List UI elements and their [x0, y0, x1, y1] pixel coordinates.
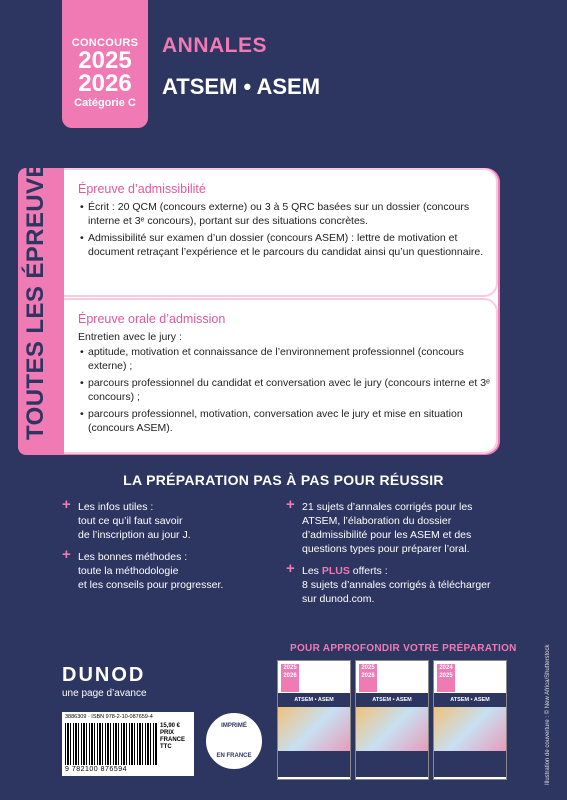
barcode-bars	[65, 723, 157, 765]
list-item	[62, 546, 282, 592]
admission-section	[78, 312, 498, 438]
admissibilite-item: • Écrit : 20 QCM (concours externe) ou 3 à 5 QRC basées sur un dossier (concours interne et 3ᵉ concours), portant sur des situations concrètes.	[88, 200, 498, 228]
left-column	[62, 496, 282, 600]
plus-post: offerts :	[349, 565, 388, 577]
more-label: POUR APPROFONDIR VOTRE PRÉPARATION	[290, 643, 517, 654]
plus-word: PLUS	[321, 565, 350, 577]
plus-icon: +	[62, 546, 71, 563]
plus-icon: +	[286, 560, 295, 577]
barcode	[62, 712, 194, 776]
book-years: 2025 2026	[359, 664, 377, 692]
plus-icon: +	[286, 496, 295, 513]
item-line: tout ce qu’il faut savoir	[78, 515, 183, 527]
book-image	[278, 707, 350, 751]
title-atsem: ATSEM • ASEM	[162, 74, 321, 99]
item-line: Les infos utiles :	[78, 501, 154, 513]
plus-pre: Les	[302, 565, 322, 577]
item-line: d’admissibilité pour les ASEM et des	[302, 529, 472, 541]
item-line: sur dunod.com.	[302, 593, 375, 605]
item-line: 21 sujets d’annales corrigés pour les	[302, 501, 473, 513]
prep-heading: LA PRÉPARATION PAS À PAS POUR RÉUSSIR	[123, 472, 444, 488]
item-line: de l’inscription au jour J.	[78, 529, 191, 541]
categorie-label: Catégorie C	[74, 97, 136, 109]
publisher-logo: DUNOD	[62, 664, 146, 686]
admission-heading: Épreuve orale d’admission	[78, 312, 226, 326]
isbn-text: 3886309 · ISBN 978-2-10-087659-4	[65, 714, 153, 720]
book-title: ATSEM • ASEM	[278, 693, 350, 707]
admissibilite-section	[78, 182, 498, 262]
item-line: ATSEM, l’élaboration du dossier	[302, 515, 452, 527]
item-line: questions types pour préparer l’oral.	[302, 543, 470, 555]
credit-text: Illustration de couverture : © New Africa/Shutterstock	[545, 644, 551, 785]
barcode-digits: 9 782100 876594	[65, 766, 127, 773]
book-image	[356, 707, 428, 751]
book-cover	[277, 660, 351, 780]
item-line: toute la méthodologie	[78, 565, 179, 577]
book-cover	[433, 660, 507, 780]
list-item	[286, 496, 516, 556]
book-title: ATSEM • ASEM	[356, 693, 428, 707]
book-cover	[355, 660, 429, 780]
price-note: PRIX FRANCE TTC	[160, 730, 185, 750]
admissibilite-item: • Admissibilité sur examen d’un dossier (concours ASEM) : lettre de motivation et document retraçant l’expérience et le parcours du candidat ainsi qu’un questionnaire.	[88, 231, 498, 259]
imprime-line2: EN FRANCE	[216, 753, 252, 759]
imprime-line1: IMPRIMÉ	[221, 723, 247, 729]
book-years: 2024 2025	[437, 664, 455, 692]
price: 15,90 €	[160, 723, 181, 729]
concours-label: CONCOURS	[71, 37, 139, 49]
year-1: 2025	[78, 47, 132, 74]
price-block	[160, 723, 192, 751]
item-line: Les bonnes méthodes :	[78, 551, 188, 563]
admissibilite-heading: Épreuve d’admissibilité	[78, 182, 206, 196]
list-item	[286, 560, 516, 606]
book-title: ATSEM • ASEM	[434, 693, 506, 707]
item-line: 8 sujets d’annales corrigés à télécharger	[302, 579, 491, 591]
admission-item: • parcours professionnel du candidat et conversation avec le jury (concours interne et 3ᵉ concours) ;	[88, 376, 498, 404]
item-line: et les conseils pour progresser.	[78, 579, 224, 591]
admission-item: • parcours professionnel, motivation, conversation avec le jury et mise en situation (concours ASEM).	[88, 407, 498, 435]
book-image	[434, 707, 506, 751]
book-years: 2025 2026	[281, 664, 299, 692]
title-annales: ANNALES	[162, 34, 268, 57]
publisher-tagline: une page d’avance	[62, 688, 147, 699]
admission-item: • aptitude, motivation et connaissance de l’environnement professionnel (concours externe) ;	[88, 345, 498, 373]
list-item	[62, 496, 282, 542]
item-line	[302, 564, 516, 578]
admission-intro: Entretien avec le jury :	[78, 331, 182, 343]
year-2: 2026	[78, 70, 132, 97]
imprime-badge	[203, 710, 265, 772]
side-label: TOUTES LES ÉPREUVES	[22, 144, 49, 440]
right-column	[286, 496, 516, 614]
plus-icon: +	[62, 496, 71, 513]
concours-badge	[62, 0, 148, 128]
